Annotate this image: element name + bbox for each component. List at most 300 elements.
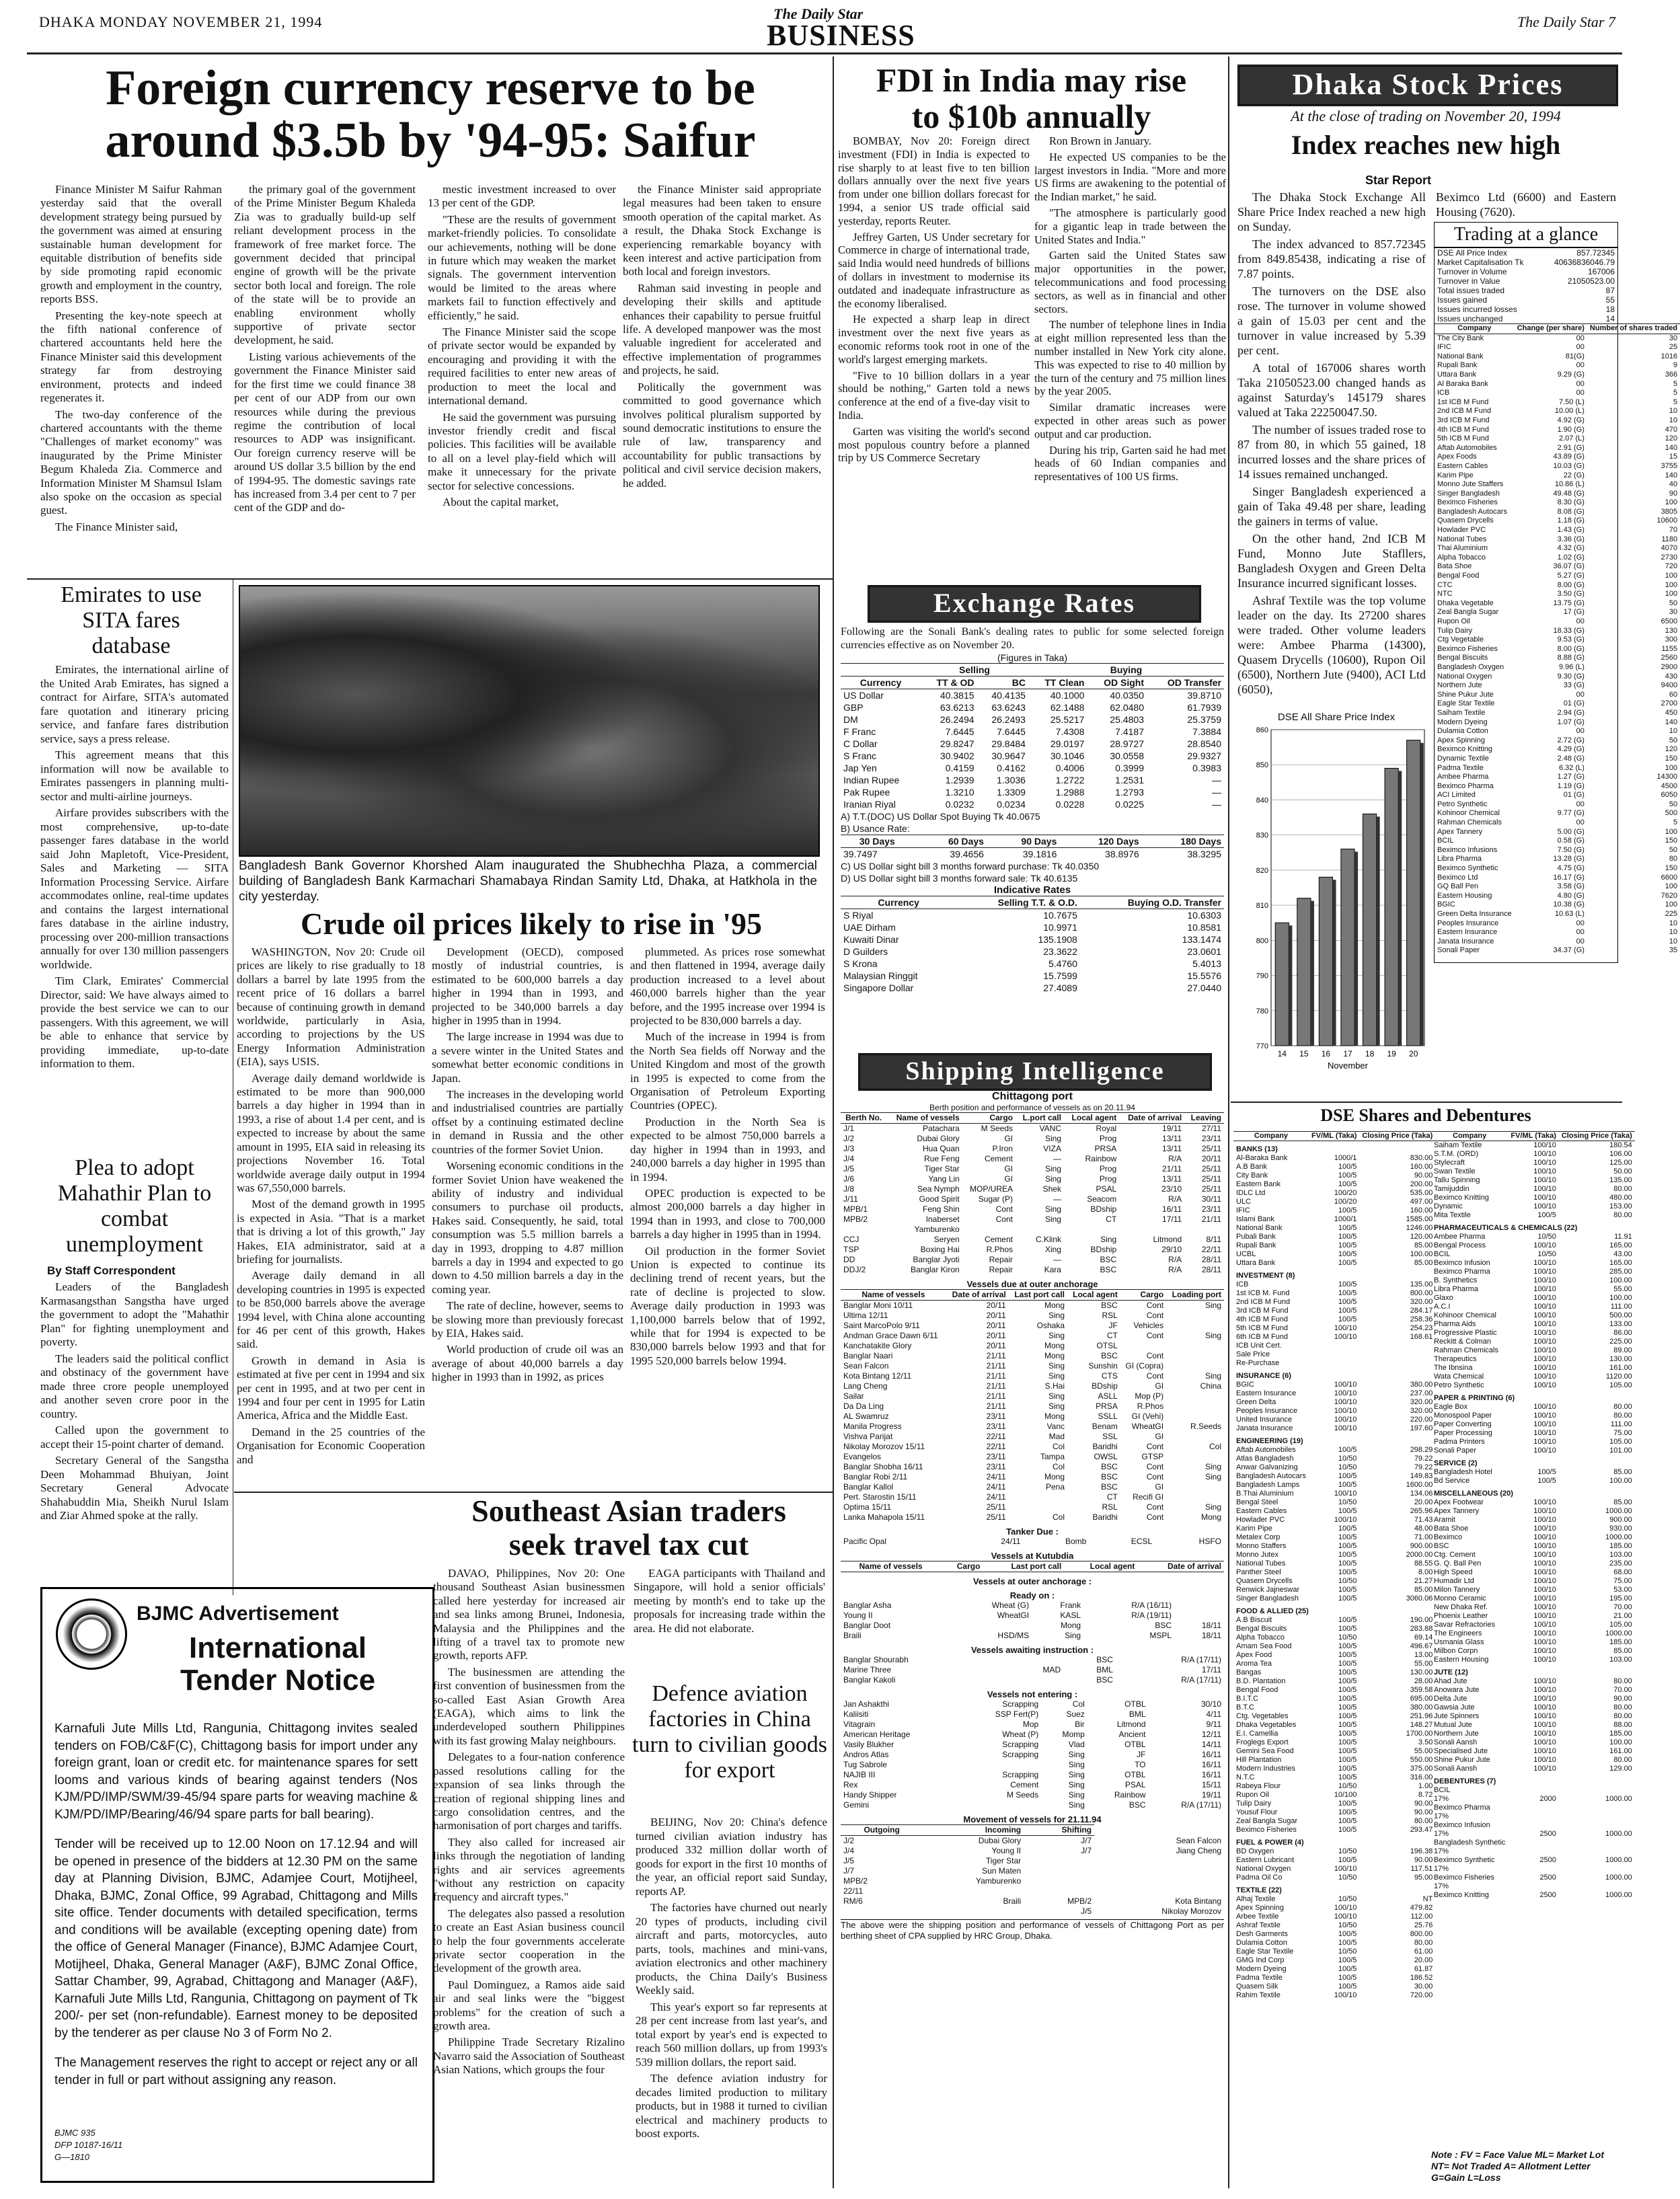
table-cell: Braili [1003,1896,1022,1906]
table-row [1233,1233,1435,1241]
table-cell: 105.00 [1609,1621,1632,1629]
dse-section-name: FUEL & POWER (4) [1236,1839,1304,1847]
table-cell: 1000.00 [1605,1795,1632,1803]
table-cell: MOP/UREA [969,1184,1013,1194]
table-cell: 100/10 [1533,1568,1556,1576]
table-cell: 3.36 (G) [1557,535,1584,543]
table-cell: Stylecraft [1434,1159,1465,1167]
table-cell: 81(G) [1565,352,1584,360]
masthead-paper-name: The Daily Star [773,5,864,22]
dse-section-row [1431,1390,1635,1403]
table-cell: 18/11 [1201,1631,1221,1640]
table-cell: Malaysian Ringgit [843,970,918,981]
table-row [1435,727,1680,736]
table-row [841,1740,1224,1750]
table-cell: Renwick Jajneswar [1236,1586,1300,1594]
table-header-row [841,835,1224,848]
fdi-paragraph: Jeffrey Garten, US Under secretary for Commerce in charge of international trade, said India would need hundreds of billions of dollars in investment to modernise its outdated and inadequate infrastructure as the economy liberalised. [838,230,1030,310]
table-cell: Rex [843,1780,858,1789]
table-row [1233,1490,1435,1498]
table-row [1233,1991,1435,2000]
table-row [1431,1211,1635,1220]
table-cell: SSLL [1098,1412,1118,1421]
southeast-paragraph: EAGA participants with Thailand and Singapore, will hold a senior officials' meeting by month's end to take up the proposals for increasing trade within the area. He did not elaborate. [634,1567,825,1635]
x-tick-label: 20 [1409,1049,1418,1058]
table-row [841,1876,1224,1886]
table-cell: Specialised Jute [1434,1747,1488,1755]
table-row [1233,1800,1435,1808]
table-cell: 7.50 (L) [1559,397,1584,406]
table-cell: 00 [1576,617,1584,625]
table-cell: 100/5 [1338,1808,1357,1816]
table-row [1435,590,1680,599]
mahathir-body [40,1280,229,1582]
table-cell [1559,1865,1635,1874]
lead-column [234,183,416,576]
table-cell: 85.00 [1613,1498,1632,1506]
table-row [1233,1559,1435,1568]
table-cell: MAD [1042,1665,1061,1674]
table-cell: J/5 [843,1164,855,1173]
table-cell: 185.00 [1609,1638,1632,1646]
table-cell: 450 [1665,708,1678,717]
table-cell: United Insurance [1236,1416,1293,1424]
table-row [1233,1956,1435,1965]
table-cell: Bangladesh Lamps [1236,1481,1300,1489]
table-cell: Andman Grace Dawn 6/11 [843,1331,938,1340]
table-row [1431,1756,1635,1765]
table-cell: 100/10 [1533,1303,1556,1311]
table-cell: 95.00 [1414,1874,1433,1882]
table-row [1233,1594,1435,1603]
table-cell: Singer Bangladesh [1236,1594,1299,1603]
table-cell: 17/11 [1201,1665,1221,1674]
table-cell: 30.9402 [940,750,975,761]
table-cell: Yousuf Flour [1236,1808,1278,1816]
table-cell: Da Da Ling [843,1401,884,1411]
table-row [1435,800,1680,810]
table-cell: 100/5 [1338,1800,1357,1808]
table-row [1435,672,1680,682]
crude-paragraph: Production in the North Sea is expected to be almost 750,000 barrels a day higher in 1994 than in 1993, and 240,000 barrels a day higher in 1995 than in 1994. [630,1115,825,1184]
bar [1385,768,1398,1046]
table-row [1431,1795,1635,1804]
table-cell: R/A (17/11) [1181,1800,1221,1810]
table-cell: 235.00 [1609,1559,1632,1568]
table-header: 90 Days [987,835,1059,848]
table-cell: 100/10 [1533,1629,1556,1637]
table-row [1233,1677,1435,1686]
table-cell: 100/10 [1533,1730,1556,1738]
table-cell: 6.32 (L) [1559,763,1584,772]
table-cell: 3805 [1660,507,1678,516]
table-cell: Rainbow [1114,1790,1146,1800]
table-cell: 1.3309 [997,787,1026,798]
table-row [1431,1847,1635,1856]
table-cell: Bengal Food [1437,572,1480,580]
table-cell: Good Spirit [919,1194,960,1204]
table-cell: 17% [1434,1882,1449,1890]
table-row [1233,1289,1435,1298]
table-cell: Seacom [1087,1194,1117,1204]
table-cell: Cont [1146,1311,1164,1320]
table-cell: 100/10 [1533,1329,1556,1337]
table-cell: 10.86 (L) [1554,480,1584,489]
lead-paragraph: He said the government was pursuing investor friendly credit and fiscal policies. This facilities will be available to all on a level play-field which will make it unnecessary for the private sector for selective concessions. [428,410,616,492]
table-row [1435,553,1680,563]
table-row [1431,1568,1635,1577]
table-row [1435,498,1680,508]
table-header: Cargo [941,1561,983,1572]
table-row [1233,1516,1435,1525]
table-cell: WheatGI [997,1611,1030,1620]
table-cell: Marine Three [843,1665,892,1674]
table-cell: 100/10 [1533,1355,1556,1363]
table-cell: Inaberset [925,1214,960,1224]
table-cell: Col [1052,1512,1065,1522]
table-cell: Al Baraka Bank [1437,379,1488,388]
table-cell: Kota Bintang 12/11 [843,1371,912,1381]
table-cell: HSD/MS [997,1631,1030,1640]
crude-paragraph: Development (OECD), composed mostly of industrial countries, is estimated to be 600,000 barrels a day higher in 1994 than in 1993, and projected to be 340,000 barrels a day higher in 1995 than in 1994. [432,946,623,1028]
defence-paragraph: The defence aviation industry for decades limited production to military products, but in 1988 it turned to civilian electrical and machinery products to boost exports. [636,2072,827,2140]
table-cell [1009,1502,1067,1512]
table-cell: Paper Processing [1434,1429,1492,1437]
table-cell: 100/10 [1334,1398,1357,1406]
table-cell: Patachara [922,1124,960,1133]
table-cell: 14/11 [1201,1740,1221,1749]
table-cell: Pharma Aids [1434,1320,1476,1328]
bjmc-heading-2: Tender Notice [180,1664,376,1697]
table-cell: 7.6445 [997,726,1026,737]
table-cell: 112.00 [1410,1913,1433,1921]
table-row [841,1800,1224,1810]
mahathir-byline: By Staff Correspondent [47,1264,176,1277]
exchange-note: C) US Dollar sight bill 3 months forward purchase: Tk 40.0350 [841,861,1100,872]
table-row [841,1255,1224,1265]
table-row [1435,608,1680,617]
table-row [1233,1215,1435,1224]
table-cell: Kara [1044,1265,1061,1274]
table-cell [1166,1321,1224,1331]
table-row [1435,248,1617,258]
table-cell: Mong [1044,1301,1065,1310]
table-row [841,946,1224,958]
table-cell: 1.2988 [1055,787,1085,798]
table-cell: Swan Textile [1434,1167,1476,1175]
table-cell: 0.4159 [945,763,975,773]
stock-box-title: Dhaka Stock Prices [1237,65,1618,106]
table-cell: 134.06 [1410,1490,1433,1498]
bjmc-title: BJMC Advertisement [137,1603,339,1625]
table-row [841,1866,1224,1876]
table-cell: 6th ICB M Fund [1236,1333,1289,1341]
table-row [1435,352,1680,362]
table-cell: 25/11 [1201,1184,1221,1194]
table-cell: 68.00 [1613,1568,1632,1576]
table-cell: Hua Quan [922,1144,960,1153]
table-row [1431,1202,1635,1211]
table-row [1233,1416,1435,1424]
table-cell: C Dollar [843,738,878,749]
table-cell: BGIC [1236,1381,1254,1389]
table-cell: S Riyal [843,910,874,921]
dse-section-row [1431,1773,1635,1786]
table-cell: 35 [1669,946,1678,955]
table-cell: 00 [1576,928,1584,937]
table-cell: 366 [1665,370,1678,379]
table-header-row [841,1290,1224,1301]
table-cell: Amam Sea Food [1236,1642,1292,1650]
lead-paragraph: the primary goal of the government of the Prime Minister Begum Khaleda Zia was to gradually build-up self reliant development process in the framework of free market force. The government decided that principal engine of growth will be the private sector both local and foreign. The role of the state will be to provide an enabling environment wholly supportive of private sector development, he said. [234,183,416,347]
table-cell: Shine Pukur Jute [1434,1756,1490,1764]
table-cell: 100/10 [1334,1490,1357,1498]
table-cell [1166,1361,1224,1371]
table-cell [1559,1882,1635,1891]
table-cell: Gemini [843,1800,870,1810]
table-cell: Tamijuddin [1434,1185,1469,1193]
table-cell: 100/10 [1533,1525,1556,1533]
table-row [841,1512,1224,1522]
table-row [1233,1333,1435,1342]
table-row [1431,1721,1635,1730]
table-cell: 16/11 [1201,1770,1221,1779]
table-cell: CTC [1437,580,1453,589]
table-cell: J/2 [843,1836,855,1845]
table-cell: 100/10 [1533,1586,1556,1594]
table-row [841,1235,1224,1245]
table-row [1233,1721,1435,1730]
table-cell: Nikolay Morozov [1161,1906,1221,1916]
table-cell: TSP [843,1245,860,1254]
table-cell: Rahim Textile [1236,1991,1281,1999]
table-cell: 25/11 [1201,1174,1221,1184]
table-cell [1094,1886,1224,1896]
table-cell: Benam [1092,1422,1118,1431]
table-row [1431,1259,1635,1268]
table-cell: 120.00 [1410,1233,1433,1241]
table-row [1435,490,1680,499]
table-cell: Sonali Paper [1437,946,1480,955]
table-cell: 10600 [1656,516,1678,525]
table-cell: 25/11 [986,1512,1006,1522]
table-cell: — [1212,787,1221,798]
table-cell: 100/10 [1533,1498,1556,1506]
table-cell: 2nd ICB M Fund [1236,1298,1291,1306]
table-row [1431,1821,1635,1830]
table-cell: 16/11 [1201,1760,1221,1769]
awaiting-title: Vessels awaiting instruction : [970,1645,1094,1655]
dse-section-name: INSURANCE (6) [1236,1372,1291,1380]
table-cell: US Dollar [843,690,884,701]
y-tick-label: 790 [1256,972,1268,980]
table-cell [1024,1876,1094,1886]
table-row [1233,1180,1435,1189]
table-cell: 100/10 [1334,1416,1357,1424]
table-row [1233,1241,1435,1250]
table-cell: 10.03 (G) [1553,461,1584,470]
table-cell: Petro Synthetic [1437,800,1488,808]
table-cell: Cont [1146,1371,1164,1381]
table-cell: Beximco Pharma [1434,1804,1490,1812]
table-cell: Bata Shoe [1437,562,1472,571]
bjmc-body [54,1707,418,2101]
table-cell: Apex Foods [1437,453,1477,461]
table-row [1435,818,1680,828]
table-row [1431,1159,1635,1167]
table-header: Local agent [1064,1561,1137,1572]
table-cell: 1700.00 [1406,1730,1433,1738]
dse-section-row [1233,1268,1435,1280]
table-cell: R/A [1168,1194,1182,1204]
table-cell: BSC [1101,1482,1118,1492]
table-row [1435,635,1680,645]
table-row [841,1846,1224,1856]
table-cell: GBP [843,702,864,713]
table-cell: Janata Insurance [1437,937,1494,946]
table-cell: Evangelos [843,1452,882,1461]
table-cell: DSE All Price Index [1437,248,1508,258]
table-cell: R/A [1168,1255,1182,1264]
table-cell: 20.00 [1414,1956,1433,1964]
table-cell: 85.00 [1414,1586,1433,1594]
table-header: 30 Days [841,835,913,848]
table-cell: 00 [1576,690,1584,699]
table-row [1233,1730,1435,1738]
table-cell: 27.4089 [1043,982,1077,993]
table-cell: BML [1129,1709,1146,1719]
table-cell: Beximco Infusion [1434,1821,1490,1829]
table-cell: 25.76 [1414,1921,1433,1929]
table-cell: 4070 [1660,544,1678,553]
awaiting-table [841,1655,1224,1685]
table-cell: Apex Food [1236,1651,1272,1659]
table-cell: 9.96 (L) [1559,662,1584,671]
table-row [1233,1865,1435,1874]
table-row [1431,1412,1635,1420]
table-cell: Northern Jute [1434,1730,1479,1738]
y-tick-label: 830 [1256,831,1268,840]
table-cell: 100/10 [1533,1542,1556,1550]
exchange-section [841,625,1224,994]
table-cell: CTS [1101,1371,1118,1381]
table-row [1431,1507,1635,1516]
table-row [1233,1756,1435,1765]
table-cell: 23/11 [986,1412,1006,1421]
table-cell: GQ Ball Pen [1437,882,1479,891]
table-row [1435,426,1680,435]
table-cell: 14 [1605,314,1615,323]
table-cell: 168.61 [1410,1333,1433,1341]
table-cell: High Speed [1434,1568,1473,1576]
table-cell: 100/5 [1338,1568,1357,1576]
table-row [841,1482,1224,1492]
stock-body-cont: Beximco Ltd (6600) and Eastern Housing (7620). [1436,190,1616,219]
table-cell: Scrapping [1002,1740,1039,1749]
table-row [1431,1695,1635,1703]
table-cell: Sea Nymph [917,1184,960,1194]
table-cell: Vasily Blukher [843,1740,894,1749]
table-row [1233,1359,1435,1368]
table-cell: GTSP [1141,1452,1164,1461]
table-cell [1016,1225,1064,1235]
table-cell: 100/10 [1334,1865,1357,1873]
table-cell: Litmond [1153,1235,1182,1244]
table-cell: 185.00 [1609,1730,1632,1738]
table-cell: 16/11 [1201,1750,1221,1759]
table-header: Date of arrival [946,1290,1009,1301]
bar [1319,877,1332,1046]
table-cell: Sing [1044,1174,1061,1184]
crude-paragraph: Average daily demand in all developing countries in 1995 is expected to be 850,000 barrels above the average 1994 level, with China alone accounting for 46 per cent of this growth, Hakes said. [237,1269,425,1351]
table-cell: 100/20 [1334,1198,1357,1206]
table-cell: Apex Spinning [1236,1904,1284,1912]
table-row [1431,1703,1635,1712]
table-row [841,1174,1224,1184]
table-row [1435,516,1680,526]
table-cell: 479.82 [1410,1904,1433,1912]
table-cell: 830.00 [1410,1154,1433,1162]
table-cell: GI [1155,1482,1164,1492]
table-cell: 23.3622 [1043,946,1077,957]
table-cell: 380.00 [1410,1703,1433,1711]
dse-section-name: MISCELLANEOUS (20) [1434,1490,1513,1498]
table-cell: 283.88 [1410,1625,1433,1633]
table-cell: 359.58 [1410,1686,1433,1694]
table-row [1435,453,1680,462]
table-cell: Lanka Mahapola 15/11 [843,1512,925,1522]
table-row [841,1401,1224,1412]
x-tick-label: 17 [1343,1049,1352,1058]
table-cell: 40.0350 [1110,690,1144,701]
table-cell: Sonali Aansh [1434,1765,1478,1773]
table-cell: 20/11 [986,1311,1006,1320]
table-header: 60 Days [913,835,986,848]
table-cell: 4/11 [1206,1709,1221,1719]
table-cell [923,1906,1024,1917]
table-cell: 10/50 [1338,1947,1357,1956]
fdi-paragraph: Similar dramatic increases were expected in other areas such as power output and car production. [1034,401,1226,440]
masthead [27,5,1622,52]
table-cell [1166,1341,1224,1351]
table-cell: 150 [1665,837,1678,845]
table-cell: Kaliisiti [843,1709,869,1719]
table-cell: R/A (17/11) [1181,1655,1221,1664]
table-cell: Quasem Drycells [1236,1577,1293,1585]
table-cell: 80.00 [1613,1211,1632,1219]
table-cell: 100/5 [1338,1298,1357,1306]
table-cell: Sing [1205,1462,1221,1471]
table-cell: BSC [1101,1351,1118,1360]
table-row [1233,1542,1435,1551]
table-row [841,762,1224,774]
fdi-paragraph: Garten was visiting the world's second most populous country before a planned trip by US Commerce Secretary [838,424,1030,465]
table-cell: 149.83 [1410,1472,1433,1480]
table-cell: Beximco Knitting [1434,1891,1489,1899]
table-cell: 167006 [1587,267,1615,276]
table-cell [1166,1401,1224,1412]
table-cell: 100/10 [1334,1389,1357,1397]
table-cell: 61.7939 [1187,702,1221,713]
dse-index-chart [1242,711,1431,1088]
table-cell: Rainbow [1085,1154,1117,1163]
masthead-date: DHAKA MONDAY NOVEMBER 21, 1994 [39,13,323,30]
table-cell: 100.00 [1609,1738,1632,1746]
table-cell: AL Swamruz [843,1412,889,1421]
table-cell: Cont [1146,1512,1164,1522]
table-cell: Mong [1044,1341,1065,1350]
table-cell: 100/10 [1533,1638,1556,1646]
